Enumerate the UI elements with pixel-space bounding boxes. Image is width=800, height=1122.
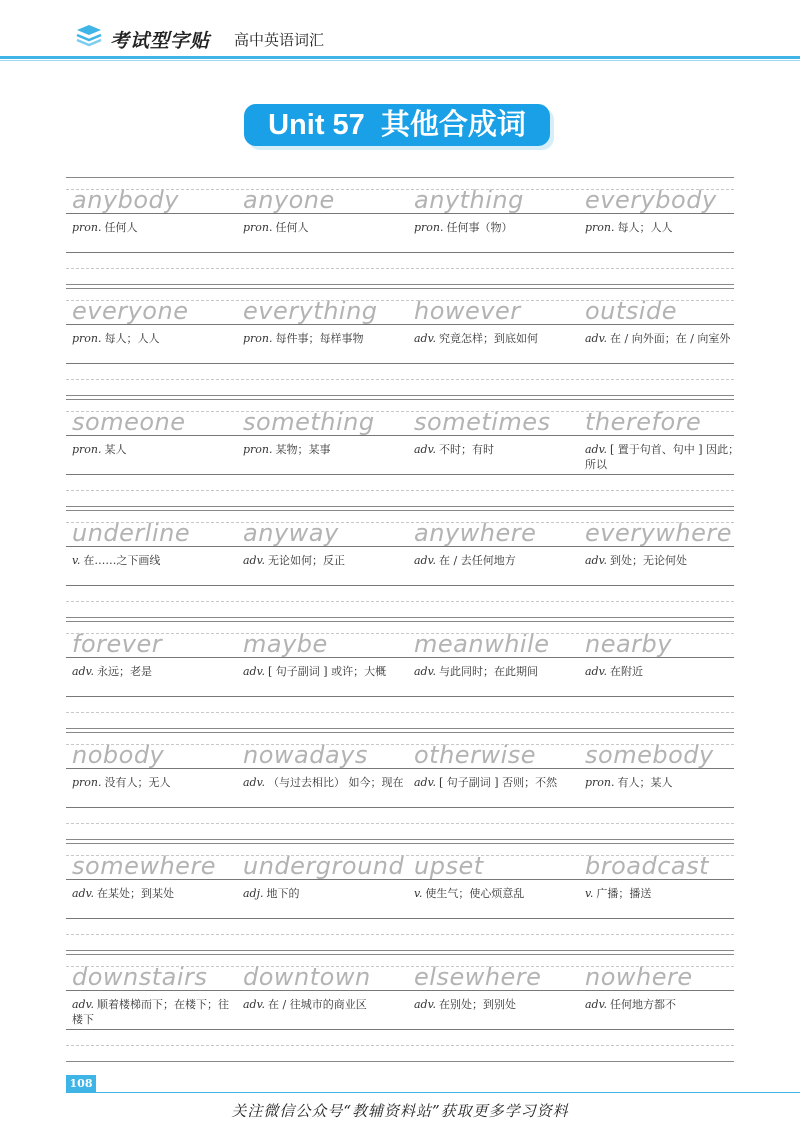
footer-rule xyxy=(96,1092,800,1093)
vocab-row xyxy=(66,287,734,398)
vocab-entry xyxy=(414,287,579,387)
part-of-speech: adv. xyxy=(414,332,437,345)
trace-word: meanwhile xyxy=(414,630,550,658)
vocab-entry xyxy=(414,509,579,609)
part-of-speech: adv. xyxy=(72,665,95,678)
brand-name: 考试型字贴 xyxy=(110,30,211,52)
vocab-row xyxy=(66,509,734,620)
meaning: 在 / 往城市的商业区 xyxy=(268,998,367,1011)
part-of-speech: adv. xyxy=(585,665,608,678)
part-of-speech: adj. xyxy=(243,887,264,900)
meaning: 永远；老是 xyxy=(97,665,153,678)
trace-word: everything xyxy=(243,297,378,325)
trace-word: underground xyxy=(243,852,405,880)
meaning: 某人 xyxy=(104,443,127,456)
definition xyxy=(72,442,237,457)
vocab-entry xyxy=(585,620,750,720)
meaning: [ 句子副词 ] 或许；大概 xyxy=(268,665,387,678)
page-number: 108 xyxy=(66,1075,96,1093)
part-of-speech: pron. xyxy=(585,776,615,789)
part-of-speech: adv. xyxy=(585,332,608,345)
vocab-entry xyxy=(585,509,750,609)
meaning: 在别处；到别处 xyxy=(439,998,517,1011)
header-subtitle: 高中英语词汇 xyxy=(234,31,325,49)
meaning: 任何人 xyxy=(275,221,309,234)
definition xyxy=(585,331,750,346)
meaning: 任何事（物） xyxy=(446,221,513,234)
definition xyxy=(414,775,579,790)
definition xyxy=(243,886,408,901)
part-of-speech: adv. xyxy=(414,665,437,678)
trace-word: downstairs xyxy=(72,963,208,991)
meaning: 某物；某事 xyxy=(275,443,331,456)
trace-word: nowadays xyxy=(243,741,368,769)
definition xyxy=(585,220,750,235)
part-of-speech: pron. xyxy=(72,332,102,345)
meaning: 与此同时；在此期间 xyxy=(439,665,539,678)
trace-word: nearby xyxy=(585,630,672,658)
ruled-line xyxy=(66,950,734,951)
part-of-speech: adv. xyxy=(414,776,437,789)
trace-word: something xyxy=(243,408,375,436)
vocab-row xyxy=(66,953,734,1064)
part-of-speech: adv. xyxy=(414,554,437,567)
trace-word: otherwise xyxy=(414,741,537,769)
trace-word: nobody xyxy=(72,741,165,769)
meaning: 每人；人人 xyxy=(104,332,160,345)
trace-word: however xyxy=(414,297,521,325)
trace-word: outside xyxy=(585,297,677,325)
part-of-speech: adv. xyxy=(414,443,437,456)
vocab-entry xyxy=(72,731,237,831)
part-of-speech: adv. xyxy=(72,998,95,1011)
definition xyxy=(585,997,750,1012)
vocab-entry xyxy=(243,287,408,387)
trace-word: everybody xyxy=(585,186,717,214)
header-rule xyxy=(0,56,800,59)
vocab-entry xyxy=(243,953,408,1053)
definition xyxy=(414,220,579,235)
definition xyxy=(585,553,750,568)
meaning: （与过去相比） 如今；现在 xyxy=(268,776,404,789)
vocab-entry xyxy=(72,176,237,276)
trace-word: someone xyxy=(72,408,186,436)
meaning: 地下的 xyxy=(266,887,300,900)
unit-number: Unit 57 xyxy=(268,109,365,141)
definition xyxy=(72,553,237,568)
vocab-entry xyxy=(243,398,408,498)
meaning: 有人；某人 xyxy=(617,776,673,789)
part-of-speech: adv. xyxy=(585,998,608,1011)
vocab-entry xyxy=(414,620,579,720)
ruled-line xyxy=(66,839,734,840)
definition xyxy=(243,442,408,457)
definition xyxy=(72,886,237,901)
trace-word: forever xyxy=(72,630,163,658)
trace-word: anyone xyxy=(243,186,335,214)
ruled-line xyxy=(66,284,734,285)
definition xyxy=(243,220,408,235)
ruled-line xyxy=(66,728,734,729)
part-of-speech: pron. xyxy=(414,221,444,234)
part-of-speech: pron. xyxy=(72,776,102,789)
definition xyxy=(585,664,750,679)
meaning: 每人；人人 xyxy=(617,221,673,234)
definition xyxy=(72,775,237,790)
definition xyxy=(414,886,579,901)
vocab-row xyxy=(66,731,734,842)
trace-word: anybody xyxy=(72,186,179,214)
trace-word: underline xyxy=(72,519,191,547)
part-of-speech: adv. xyxy=(243,776,266,789)
meaning: 在……之下画线 xyxy=(83,554,161,567)
vocab-entry xyxy=(585,731,750,831)
definition xyxy=(414,664,579,679)
trace-word: upset xyxy=(414,852,484,880)
vocab-entry xyxy=(585,953,750,1053)
part-of-speech: pron. xyxy=(72,443,102,456)
trace-word: somewhere xyxy=(72,852,217,880)
ruled-line xyxy=(66,617,734,618)
trace-word: elsewhere xyxy=(414,963,542,991)
definition xyxy=(243,331,408,346)
definition xyxy=(72,331,237,346)
meaning: 使生气；使心烦意乱 xyxy=(425,887,525,900)
definition xyxy=(414,553,579,568)
ruled-line xyxy=(66,506,734,507)
trace-word: everyone xyxy=(72,297,189,325)
trace-word: anyway xyxy=(243,519,339,547)
vocab-entry xyxy=(243,620,408,720)
definition xyxy=(585,886,750,901)
unit-topic: 其他合成词 xyxy=(380,109,526,141)
vocab-row xyxy=(66,620,734,731)
part-of-speech: adv. xyxy=(585,554,608,567)
vocab-entry xyxy=(414,731,579,831)
unit-title xyxy=(244,104,550,146)
meaning: 每件事；每样事物 xyxy=(275,332,364,345)
vocab-entry xyxy=(72,287,237,387)
meaning: 在 / 去任何地方 xyxy=(439,554,516,567)
meaning: [ 句子副词 ] 否则；不然 xyxy=(439,776,558,789)
definition xyxy=(414,997,579,1012)
book-stack-icon xyxy=(74,22,104,50)
trace-word: somebody xyxy=(585,741,714,769)
trace-word: maybe xyxy=(243,630,328,658)
vocab-entry xyxy=(243,509,408,609)
meaning: 不时；有时 xyxy=(439,443,495,456)
part-of-speech: adv. xyxy=(414,998,437,1011)
footer-note: 关注微信公众号“教辅资料站”获取更多学习资料 xyxy=(231,1102,569,1120)
vocab-entry xyxy=(72,953,237,1053)
trace-word: anything xyxy=(414,186,524,214)
meaning: 究竟怎样；到底如何 xyxy=(439,332,539,345)
vocab-entry xyxy=(72,620,237,720)
header-rule-thin xyxy=(0,60,800,61)
meaning: 没有人；无人 xyxy=(104,776,171,789)
meaning: 到处；无论何处 xyxy=(610,554,688,567)
vocab-entry xyxy=(243,176,408,276)
vocab-entry xyxy=(585,176,750,276)
vocab-entry xyxy=(243,731,408,831)
vocab-entry xyxy=(414,176,579,276)
page-header xyxy=(0,0,800,62)
part-of-speech: v. xyxy=(414,887,423,900)
part-of-speech: v. xyxy=(72,554,81,567)
trace-word: downtown xyxy=(243,963,371,991)
meaning: 在 / 向外面；在 / 向室外 xyxy=(610,332,731,345)
part-of-speech: v. xyxy=(585,887,594,900)
meaning: 任何地方都不 xyxy=(610,998,677,1011)
vocab-entry xyxy=(414,842,579,942)
vocab-entry xyxy=(585,398,750,498)
vocab-entry xyxy=(72,509,237,609)
meaning: 广播；播送 xyxy=(596,887,652,900)
definition xyxy=(414,331,579,346)
part-of-speech: adv. xyxy=(585,443,608,456)
vocab-entry xyxy=(585,287,750,387)
definition xyxy=(414,442,579,457)
vocab-entry xyxy=(72,398,237,498)
vocab-entry xyxy=(243,842,408,942)
vocab-entry xyxy=(585,842,750,942)
definition xyxy=(585,442,750,472)
definition xyxy=(243,775,408,790)
trace-word: sometimes xyxy=(414,408,551,436)
meaning: 在某处；到某处 xyxy=(97,887,175,900)
trace-word: nowhere xyxy=(585,963,693,991)
part-of-speech: pron. xyxy=(243,332,273,345)
vocab-entry xyxy=(414,953,579,1053)
vocabulary-grid xyxy=(66,176,740,1064)
meaning: [ 置于句首、句中 ] 因此；所以 xyxy=(585,443,740,471)
vocab-row xyxy=(66,398,740,509)
trace-word: anywhere xyxy=(414,519,537,547)
meaning: 顺着楼梯而下；在楼下；往楼下 xyxy=(72,998,230,1026)
part-of-speech: adv. xyxy=(243,665,266,678)
part-of-speech: pron. xyxy=(243,221,273,234)
part-of-speech: adv. xyxy=(72,887,95,900)
vocab-entry xyxy=(72,842,237,942)
trace-word: everywhere xyxy=(585,519,733,547)
definition xyxy=(243,997,408,1012)
meaning: 在附近 xyxy=(610,665,644,678)
part-of-speech: pron. xyxy=(585,221,615,234)
part-of-speech: pron. xyxy=(243,443,273,456)
definition xyxy=(585,775,750,790)
part-of-speech: adv. xyxy=(243,554,266,567)
definition xyxy=(72,997,237,1027)
trace-word: broadcast xyxy=(585,852,710,880)
ruled-line xyxy=(66,395,734,396)
trace-word: therefore xyxy=(585,408,702,436)
vocab-entry xyxy=(414,398,579,498)
definition xyxy=(72,664,237,679)
vocab-row xyxy=(66,842,734,953)
definition xyxy=(243,553,408,568)
meaning: 无论如何；反正 xyxy=(268,554,346,567)
ruled-line xyxy=(66,1061,734,1062)
meaning: 任何人 xyxy=(104,221,138,234)
part-of-speech: adv. xyxy=(243,998,266,1011)
definition xyxy=(243,664,408,679)
definition xyxy=(72,220,237,235)
part-of-speech: pron. xyxy=(72,221,102,234)
vocab-row xyxy=(66,176,734,287)
